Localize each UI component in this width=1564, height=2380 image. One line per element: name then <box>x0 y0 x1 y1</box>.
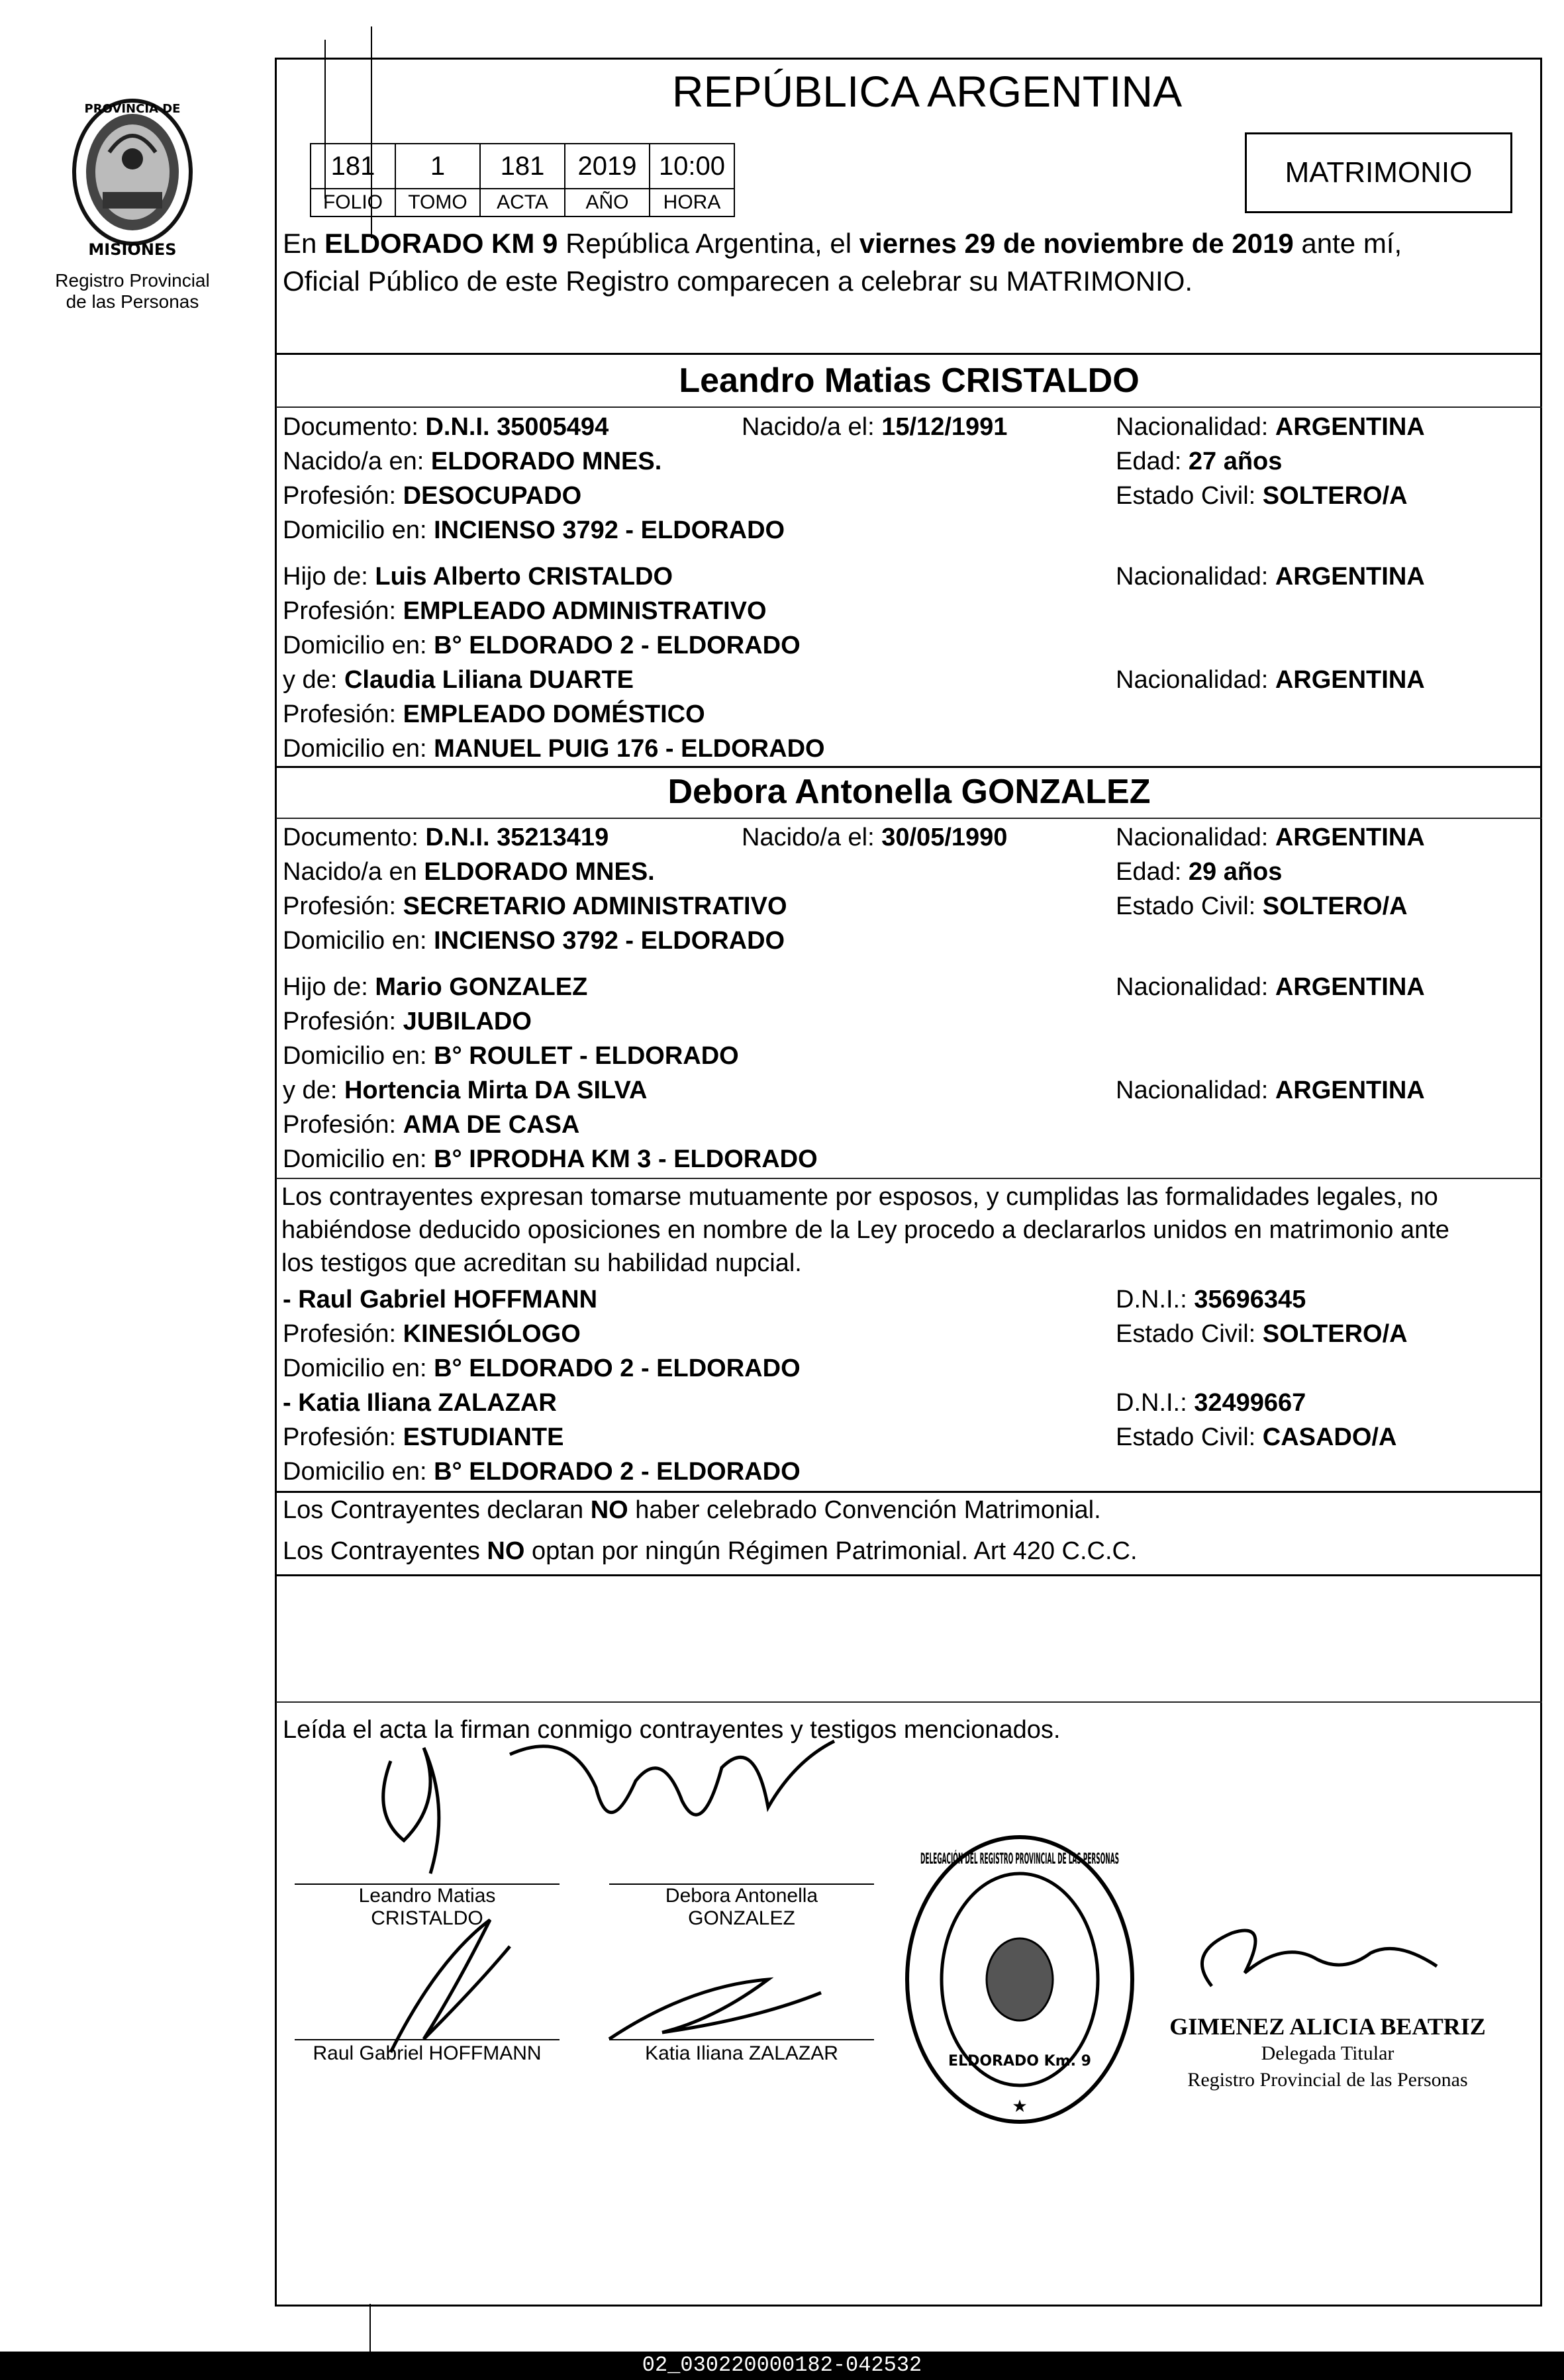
registry-name-line1: Registro Provincial <box>55 270 210 291</box>
signature-official-scribble <box>1172 1913 1450 2006</box>
spouse2-domicilio: Domicilio en: INCIENSO 3792 - ELDORADO <box>283 927 785 955</box>
signature-caption-witness1: Raul Gabriel HOFFMANN <box>313 2042 542 2064</box>
witness2-name: - Katia Iliana ZALAZAR <box>283 1389 557 1417</box>
intro-p1: En <box>283 228 325 259</box>
spouse2-nacido-en: Nacido/a en ELDORADO MNES. <box>283 858 655 886</box>
section-divider <box>276 1701 1542 1703</box>
record-tomo-label: TOMO <box>395 188 481 217</box>
spouse2-name: Debora Antonella GONZALEZ <box>667 773 1151 811</box>
spouse1-edad: Edad: 27 años <box>1116 448 1283 475</box>
signature-spouse1-scribble <box>383 1748 439 1874</box>
spouse2-documento: Documento: D.N.I. 35213419 <box>283 824 609 851</box>
witness1-dni: D.N.I.: 35696345 <box>1116 1286 1306 1313</box>
spouse1-nacido-en: Nacido/a en: ELDORADO MNES. <box>283 448 662 475</box>
emblem-bottom-text: MISIONES <box>88 240 177 259</box>
closing-text: Leída el acta la firman conmigo contrayentes y testigos mencionados. <box>283 1716 1061 1744</box>
spouse1-mother-name: y de: Claudia Liliana DUARTE <box>283 666 634 694</box>
signature-witness1-scribble <box>391 1920 510 2052</box>
spouse2-father-name: Hijo de: Mario GONZALEZ <box>283 973 588 1001</box>
spouse2-edad: Edad: 29 años <box>1116 858 1283 886</box>
record-folio-label: FOLIO <box>310 188 396 217</box>
signature-line <box>295 2039 560 2040</box>
witness1-profesion: Profesión: KINESIÓLOGO <box>283 1320 581 1348</box>
section-divider <box>276 353 1542 355</box>
section-divider <box>276 406 1542 408</box>
spouse2-father-profesion: Profesión: JUBILADO <box>283 1008 532 1035</box>
signature-spouse2-scribble <box>510 1741 834 1815</box>
stamp-inner-text: ELDORADO Km. 9 <box>948 2053 1091 2070</box>
signature-caption-spouse2: Debora Antonella GONZALEZ <box>665 1885 818 1929</box>
star-icon: ★ <box>1012 2097 1028 2117</box>
spouse2-mother-nacionalidad: Nacionalidad: ARGENTINA <box>1116 1076 1425 1104</box>
official-name: GIMENEZ ALICIA BEATRIZ <box>1169 2013 1486 2040</box>
record-hora-label: HORA <box>649 188 735 217</box>
witness1-domicilio: Domicilio en: B° ELDORADO 2 - ELDORADO <box>283 1355 801 1382</box>
spouse2-nacionalidad: Nacionalidad: ARGENTINA <box>1116 824 1425 851</box>
witness2-profesion: Profesión: ESTUDIANTE <box>283 1423 564 1451</box>
spouse2-mother-domicilio: Domicilio en: B° IPRODHA KM 3 - ELDORADO <box>283 1145 818 1173</box>
intro-line-1 <box>283 228 1402 259</box>
record-acta-value: 181 <box>479 143 565 189</box>
province-emblem <box>63 93 202 265</box>
intro-place: ELDORADO KM 9 <box>324 228 558 259</box>
convention-line-1: Los Contrayentes declaran NO haber celebrado Convención Matrimonial. <box>283 1496 1101 1524</box>
act-type-box: MATRIMONIO <box>1245 132 1512 213</box>
spouse1-profesion: Profesión: DESOCUPADO <box>283 482 582 510</box>
record-tomo-value: 1 <box>395 143 481 189</box>
spouse1-mother-profesion: Profesión: EMPLEADO DOMÉSTICO <box>283 700 705 728</box>
spouse1-mother-nacionalidad: Nacionalidad: ARGENTINA <box>1116 666 1425 694</box>
spouse1-father-name: Hijo de: Luis Alberto CRISTALDO <box>283 563 673 591</box>
spouse1-nacionalidad: Nacionalidad: ARGENTINA <box>1116 413 1425 441</box>
spouse1-estado-civil: Estado Civil: SOLTERO/A <box>1116 482 1408 510</box>
spouse2-mother-profesion: Profesión: AMA DE CASA <box>283 1111 580 1139</box>
witness2-domicilio: Domicilio en: B° ELDORADO 2 - ELDORADO <box>283 1458 801 1486</box>
section-divider <box>276 1178 1542 1179</box>
declaration-line-3: los testigos que acreditan su habilidad nupcial. <box>281 1249 802 1277</box>
spouse1-name: Leandro Matias CRISTALDO <box>679 361 1140 400</box>
spouse1-domicilio: Domicilio en: INCIENSO 3792 - ELDORADO <box>283 516 785 544</box>
witness1-name: - Raul Gabriel HOFFMANN <box>283 1286 598 1313</box>
section-divider <box>276 1574 1542 1576</box>
page-title: REPÚBLICA ARGENTINA <box>671 67 1183 116</box>
official-title: Delegada Titular <box>1261 2042 1394 2064</box>
spouse2-father-nacionalidad: Nacionalidad: ARGENTINA <box>1116 973 1425 1001</box>
witness2-estado-civil: Estado Civil: CASADO/A <box>1116 1423 1397 1451</box>
spouse1-mother-domicilio: Domicilio en: MANUEL PUIG 176 - ELDORADO <box>283 735 825 763</box>
spouse1-nacido-el: Nacido/a el: 15/12/1991 <box>742 413 1008 441</box>
spouse2-father-domicilio: Domicilio en: B° ROULET - ELDORADO <box>283 1042 739 1070</box>
intro-line-2: Oficial Público de este Registro comparecen a celebrar su MATRIMONIO. <box>283 265 1193 297</box>
record-folio-value: 181 <box>310 143 396 189</box>
declaration-line-1: Los contrayentes expresan tomarse mutuamente por esposos, y cumplidas las formalidades legales, no <box>281 1183 1438 1211</box>
official-registry: Registro Provincial de las Personas <box>1187 2069 1468 2091</box>
section-divider <box>276 766 1542 768</box>
intro-date: viernes 29 de noviembre de 2019 <box>859 228 1294 259</box>
signature-line <box>609 2039 874 2040</box>
witness1-estado-civil: Estado Civil: SOLTERO/A <box>1116 1320 1408 1348</box>
spouse1-father-profesion: Profesión: EMPLEADO ADMINISTRATIVO <box>283 597 767 625</box>
record-acta-label: ACTA <box>479 188 565 217</box>
witness2-dni: D.N.I.: 32499667 <box>1116 1389 1306 1417</box>
spouse2-profesion: Profesión: SECRETARIO ADMINISTRATIVO <box>283 892 787 920</box>
emblem-top-text: PROVINCIA DE <box>84 102 181 116</box>
spouse2-nacido-el: Nacido/a el: 30/05/1990 <box>742 824 1008 851</box>
signature-witness2-scribble <box>609 1979 821 2039</box>
registry-name-line2: de las Personas <box>66 291 199 312</box>
stamp-outer-text: DELEGACIÓN DEL REGISTRO PROVINCIAL DE LAS PERSONAS <box>920 1851 1412 1868</box>
section-divider <box>276 818 1542 819</box>
spouse2-estado-civil: Estado Civil: SOLTERO/A <box>1116 892 1408 920</box>
footer-code: 02_030220000182-042532 <box>642 2353 922 2377</box>
section-divider <box>276 1491 1542 1493</box>
spouse2-mother-name: y de: Hortencia Mirta DA SILVA <box>283 1076 648 1104</box>
intro-p3: ante mí, <box>1293 228 1402 259</box>
registry-name <box>36 270 228 312</box>
spouse1-documento: Documento: D.N.I. 35005494 <box>283 413 609 441</box>
signature-caption-witness2: Katia Iliana ZALAZAR <box>645 2042 838 2064</box>
intro-p2: República Argentina, el <box>558 228 859 259</box>
convention-line-2: Los Contrayentes NO optan por ningún Régimen Patrimonial. Art 420 C.C.C. <box>283 1537 1138 1565</box>
record-hora-value: 10:00 <box>649 143 735 189</box>
signature-caption-spouse1: Leandro Matias CRISTALDO <box>358 1885 496 1929</box>
record-ano-value: 2019 <box>564 143 650 189</box>
declaration-line-2: habiéndose deducido oposiciones en nombre de la Ley procedo a declararlos unidos en matrimonio ante <box>281 1216 1449 1244</box>
record-ano-label: AÑO <box>564 188 650 217</box>
spouse1-father-nacionalidad: Nacionalidad: ARGENTINA <box>1116 563 1425 591</box>
spouse1-father-domicilio: Domicilio en: B° ELDORADO 2 - ELDORADO <box>283 632 801 659</box>
